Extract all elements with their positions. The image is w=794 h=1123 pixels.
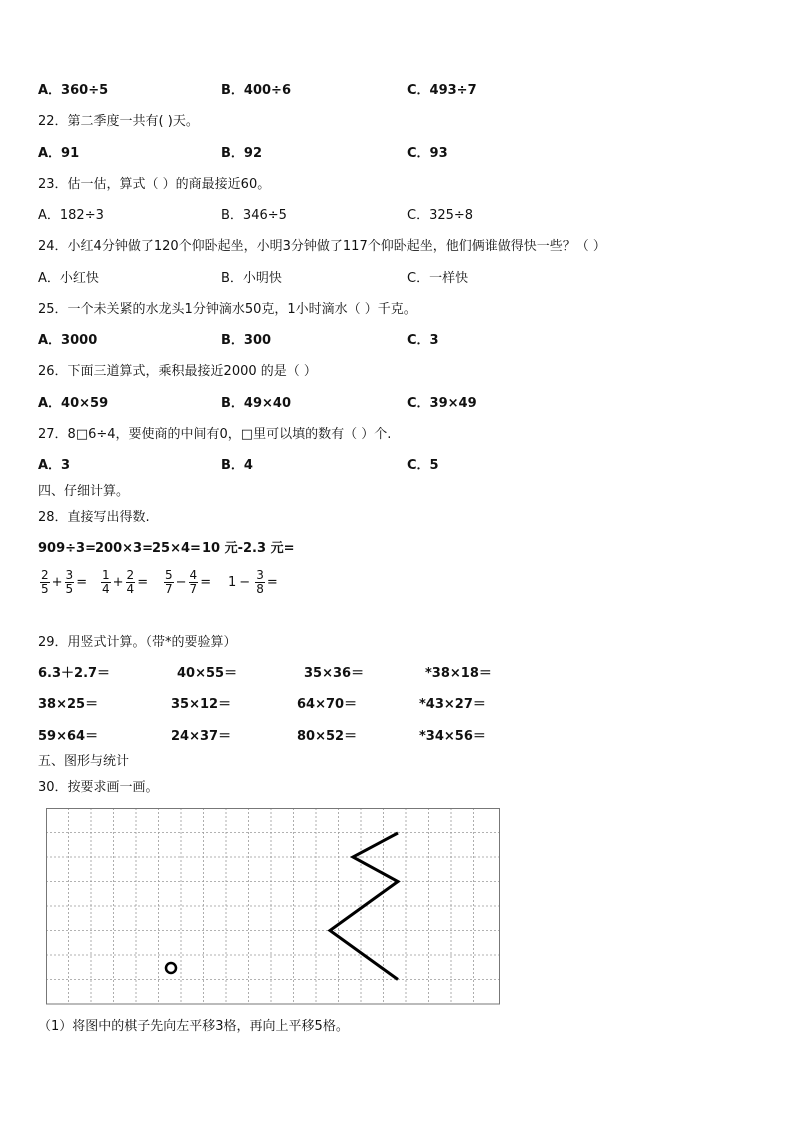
expr: 64×70＝ bbox=[297, 697, 358, 712]
q26-options bbox=[38, 395, 758, 413]
q25-options bbox=[38, 332, 758, 350]
expr: 6.3＋2.7＝ bbox=[38, 666, 111, 681]
section-4-heading: 四、仔细计算。 bbox=[38, 484, 130, 499]
option-c[interactable]: C．39×49 bbox=[407, 396, 477, 411]
q29-row2 bbox=[38, 696, 518, 714]
option-b[interactable]: B．49×40 bbox=[221, 396, 291, 411]
q28-fraction-row bbox=[38, 566, 338, 600]
expr: 35×12＝ bbox=[171, 697, 232, 712]
q30-stem: 30．按要求画一画。 bbox=[38, 780, 159, 795]
expr: 80×52＝ bbox=[297, 729, 358, 744]
expr: 40×55＝ bbox=[177, 666, 238, 681]
expr: *34×56＝ bbox=[419, 729, 486, 744]
expr: 10 元-2.3 元= bbox=[202, 541, 295, 556]
expr: 200×3= bbox=[95, 541, 153, 556]
option-c[interactable]: C．一样快 bbox=[407, 271, 469, 286]
expr: 35×36＝ bbox=[304, 666, 365, 681]
fraction-expr: 1 − $\frac{3}{8}$ = bbox=[228, 568, 278, 596]
option-c[interactable]: C．3 bbox=[407, 333, 439, 348]
expr: *43×27＝ bbox=[419, 697, 486, 712]
option-a[interactable]: A．182÷3 bbox=[38, 208, 104, 223]
option-b[interactable]: B．300 bbox=[221, 333, 272, 348]
option-b[interactable]: B．小明快 bbox=[221, 271, 282, 286]
option-c[interactable]: C．93 bbox=[407, 146, 448, 161]
q28-stem: 28．直接写出得数. bbox=[38, 510, 150, 525]
section-5-heading: 五、图形与统计 bbox=[38, 754, 130, 769]
fraction: $\frac{1}{4}$ bbox=[102, 568, 110, 596]
fraction: $\frac{3}{8}$ bbox=[256, 568, 264, 596]
q28-row1 bbox=[38, 540, 438, 558]
option-a[interactable]: A．360÷5 bbox=[38, 83, 109, 98]
q23-stem: 23．估一估，算式（ ）的商最接近60。 bbox=[38, 177, 271, 192]
option-b[interactable]: B．346÷5 bbox=[221, 208, 287, 223]
fraction: $\frac{5}{7}$ bbox=[165, 568, 173, 596]
fraction: $\frac{3}{5}$ bbox=[65, 568, 74, 596]
q22-stem: 22．第二季度一共有( )天。 bbox=[38, 114, 199, 129]
q23-options bbox=[38, 207, 758, 225]
option-b[interactable]: B．92 bbox=[221, 146, 262, 161]
q24-options bbox=[38, 270, 758, 288]
fraction: $\frac{2}{5}$ bbox=[41, 568, 49, 596]
q21-options bbox=[38, 82, 758, 100]
q30-sub1: （1）将图中的棋子先向左平移3格，再向上平移5格。 bbox=[38, 1019, 349, 1034]
option-a[interactable]: A．3 bbox=[38, 458, 71, 473]
option-c[interactable]: C．5 bbox=[407, 458, 439, 473]
fraction-expr: $\frac{1}{4}$ + $\frac{2}{4}$ = bbox=[102, 568, 149, 596]
option-c[interactable]: C．493÷7 bbox=[407, 83, 477, 98]
q29-row1 bbox=[38, 665, 518, 683]
q26-stem: 26．下面三道算式，乘积最接近2000 的是（ ） bbox=[38, 364, 317, 379]
option-a[interactable]: A．40×59 bbox=[38, 396, 109, 411]
q27-options bbox=[38, 457, 758, 475]
expr: 25×4= bbox=[152, 541, 201, 556]
q25-stem: 25．一个未关紧的水龙头1分钟滴水50克，1小时滴水（ ）千克。 bbox=[38, 302, 417, 317]
option-b[interactable]: B．4 bbox=[221, 458, 253, 473]
option-a[interactable]: A．91 bbox=[38, 146, 80, 161]
q22-options bbox=[38, 145, 758, 163]
grid-figure bbox=[46, 808, 502, 1006]
expr: 38×25＝ bbox=[38, 697, 99, 712]
q24-stem: 24．小红4分钟做了120个仰卧起坐，小明3分钟做了117个仰卧起坐，他们俩谁做得快一些？（ ） bbox=[38, 239, 606, 254]
fraction: $\frac{4}{7}$ bbox=[189, 568, 198, 596]
grid-lines bbox=[46, 808, 500, 1004]
chess-piece[interactable] bbox=[166, 963, 176, 973]
expr: 59×64＝ bbox=[38, 729, 99, 744]
option-c[interactable]: C．325÷8 bbox=[407, 208, 474, 223]
expr: 909÷3= bbox=[38, 541, 96, 556]
q27-stem: 27．8□6÷4，要使商的中间有0，□里可以填的数有（ ）个. bbox=[38, 427, 392, 442]
fraction: $\frac{2}{4}$ bbox=[126, 568, 135, 596]
expr: *38×18＝ bbox=[425, 666, 492, 681]
option-b[interactable]: B．400÷6 bbox=[221, 83, 291, 98]
option-a[interactable]: A．3000 bbox=[38, 333, 98, 348]
expr: 24×37＝ bbox=[171, 729, 232, 744]
q29-stem: 29．用竖式计算。（带*的要验算） bbox=[38, 635, 237, 650]
fraction-expr: $\frac{2}{5}$ + $\frac{3}{5}$ = bbox=[41, 568, 88, 596]
fraction-expr: $\frac{5}{7}$ − $\frac{4}{7}$ = bbox=[165, 568, 212, 596]
option-a[interactable]: A．小红快 bbox=[38, 271, 99, 286]
q29-row3 bbox=[38, 728, 518, 746]
